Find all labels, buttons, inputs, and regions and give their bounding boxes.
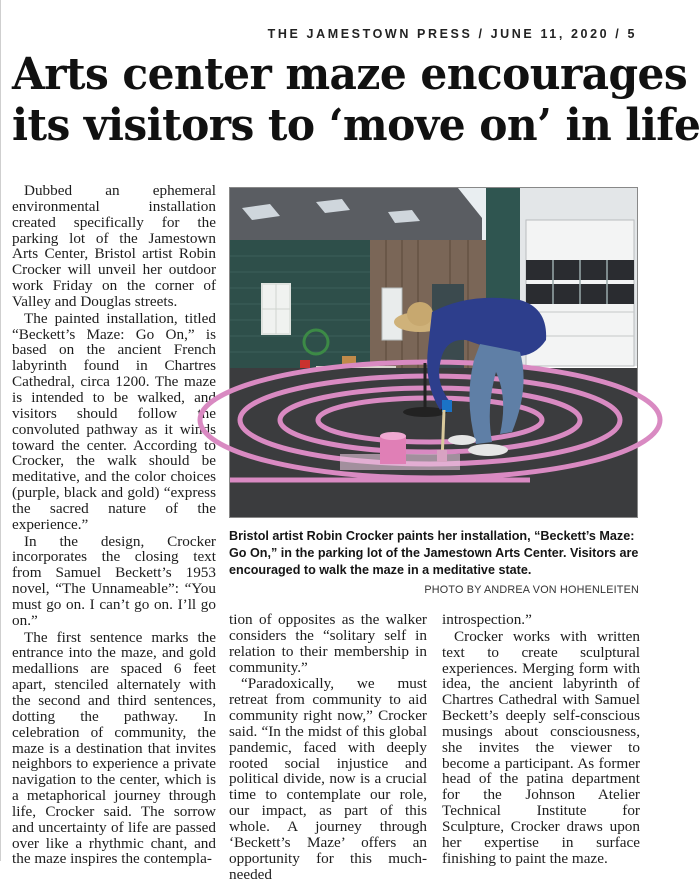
article-headline	[12, 49, 700, 151]
folio-separator: /	[472, 27, 491, 41]
issue-date: JUNE 11, 2020	[490, 27, 610, 41]
folio-separator: /	[609, 27, 628, 41]
article-column-3	[442, 612, 640, 868]
article-column-1	[12, 183, 216, 868]
photo-credit: PHOTO BY ANDREA VON HOHENLEITEN	[424, 584, 639, 596]
article-paragraph: introspection.”	[442, 611, 532, 628]
photo-door-window	[382, 288, 402, 340]
article-paragraph: The painted installation, titled “Beckett’s Maze: Go On,” is based on the ancient French labyrinth found in Chartres Cathedral, circa 1200. The maze is intended to be walked, and visitors should follow the convoluted pathway as it winds toward the center. According to Crocker, the walk should be meditative, and the color choices (purple, black and gold) “express the sacred nature of the experience.”	[12, 309, 216, 533]
page-folio	[0, 27, 637, 41]
page-number: 5	[627, 27, 637, 41]
photo-caption: Bristol artist Robin Crocker paints her installation, “Beckett’s Maze: Go On,” in the parking lot of the Jamestown Arts Center. Visitors are encouraged to walk the maze in a meditative state.	[229, 529, 639, 577]
photo-paint-bucket	[380, 432, 406, 464]
page-edge-line	[0, 0, 1, 861]
article-column-2	[229, 612, 427, 883]
article-paragraph: tion of opposites as the walker considers the “solitary self in relation to their membership in community.”	[229, 611, 427, 676]
article-paragraph: The first sentence marks the entrance into the maze, and gold medallions are spaced 6 feet apart, stenciled alternately with the second and third sentences, dotting the pathway. In celebration of community, the maze is a destination that invites neighbors to experience a private navigation to the center, which is a metaphorical journey through life, Crocker said. The sorrow and uncertainty of life are passed over like a rhythmic chant, and the maze inspires the contempla-	[12, 628, 216, 868]
photo-window	[262, 284, 290, 334]
headline-line-2: its visitors to ‘move on’ in life	[12, 100, 700, 151]
publication-name: THE JAMESTOWN PRESS	[267, 27, 473, 41]
article-paragraph: Dubbed an ephemeral environmental installation created specifically for the parking lot of the Jamestown Arts Center, Bristol artist Robin Crocker will unveil her outdoor work Friday on the corner of Valley and Douglas streets.	[12, 182, 216, 310]
article-paragraph: Crocker works with written text to create sculptural experiences. Merging form with idea, the ancient labyrinth of Chartres Cathedral with Samuel Beckett’s deeply self-conscious musings about consciousness, she invites the viewer to become a participant. As former head of the patina department for the Johnson Atelier Technical Institute for Sculpture, Crocker draws upon her expertise in surface finishing to paint the maze.	[442, 627, 640, 867]
article-paragraph: In the design, Crocker incorporates the closing text from Samuel Beckett’s 1953 novel, “The Unnameable”: “You must go on. I can’t go on. I’ll go on.”	[12, 532, 216, 629]
article-photo	[229, 187, 638, 518]
photo-illustration	[230, 188, 637, 517]
headline-line-1: Arts center maze encourages	[12, 49, 688, 100]
article-paragraph: “Paradoxically, we must retreat from community to aid community right now,” Crocker said. “In the midst of this global pandemic, faced with deeply rooted social injustice and political divide, now is a crucial time to contemplate our role, our impact, as part of this whole. A journey through ‘Beckett’s Maze’ offers an opportunity for this much-needed	[229, 675, 427, 883]
